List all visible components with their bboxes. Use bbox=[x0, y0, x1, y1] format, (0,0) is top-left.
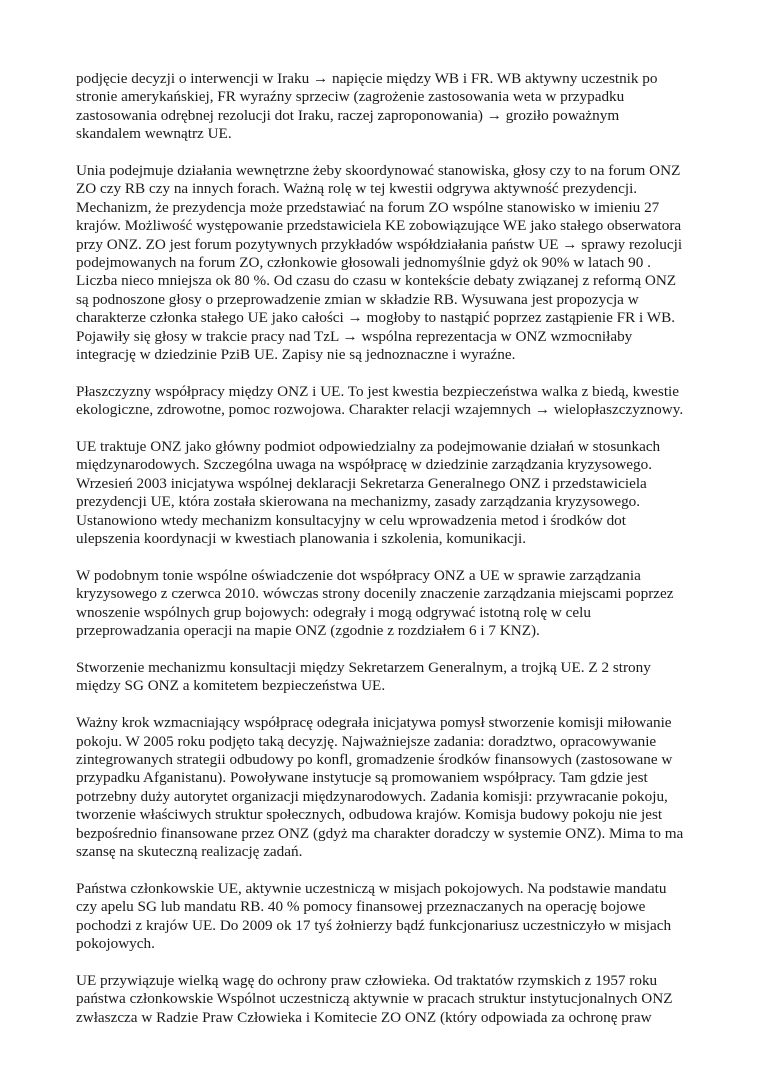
paragraph-consultation-mechanism: Stworzenie mechanizmu konsultacji między Sekretarzem Generalnym, a trojką UE. Z 2 strony między SG ONZ a komitetem bezpieczeństwa UE. bbox=[76, 658, 651, 695]
paragraph-joint-statement-2010: W podobnym tonie wspólne oświadczenie dot współpracy ONZ a UE w sprawie zarządzania kryzysowego z czerwca 2010. wówczas strony docenily znaczenie zarządzania miejscami poprzez wnoszenie wspólnych grup bojowych: odegrały i mogą odgrywać istotną rolę w celu przeprowadzania operacji na mapie ONZ (zgodnie z rozdziałem 6 i 7 KNZ). bbox=[76, 566, 674, 640]
paragraph-eu-coordination: Unia podejmuje działania wewnętrzne żeby skoordynować stanowiska, głosy czy to na forum ONZ ZO czy RB czy na innych forach. Ważną rolę w tej kwestii odgrywa aktywność prezydencji. Mechanizm, że prezydencja może przedstawiać na forum ZO wspólne stanowisko w imieniu 27 krajów. Możliwość występowanie przedstawiciela KE zobowiązujące WE jako stałego obserwatora przy ONZ. ZO jest forum pozytywnych przykładów współdziałania państw UE → sprawy rezolucji podejmowanych na forum ZO, członkowie głosowali jednomyślnie gdyż ok 90% w latach 90 . Liczba nieco mniejsza ok 80 %. Od czasu do czasu w kontekście debaty związanej z reformą ONZ są podnoszone głosy o przeprowadzenie zmian w składzie RB. Wysuwana jest propozycja w charakterze członka stałego UE jako całości → mogłoby to nastąpić poprzez zastąpienie FR i WB. Pojawiły się głosy w trakcie pracy nad TzL → wspólna reprezentacja w ONZ wzmocniłaby integrację w dziedzinie PziB UE. Zapisy nie są jednoznaczne i wyraźne. bbox=[76, 162, 683, 364]
paragraph-iraq-intervention: podjęcie decyzji o interwencji w Iraku → napięcie między WB i FR. WB aktywny uczestnik po stronie amerykańskiej, FR wyraźny sprzeciw (zagrożenie zastosowania weta w przypadku zastosowania odrębnej rezolucji dot Iraku, raczej zaproponowania) → groziło poważnym skandalem wewnątrz UE. bbox=[76, 70, 658, 143]
document-body bbox=[76, 70, 694, 1045]
paragraph-human-rights: UE przywiązuje wielką wagę do ochrony praw człowieka. Od traktatów rzymskich z 1957 roku państwa członkowskie Wspólnot uczestniczą aktywnie w pracach struktur instytucjonalnych ONZ zwłaszcza w Radzie Praw Człowieka i Komitecie ZO ONZ (który odpowiada za ochronę praw bbox=[76, 971, 673, 1026]
paragraph-cooperation-planes: Płaszczyzny współpracy między ONZ i UE. To jest kwestia bezpieczeństwa walka z biedą, kwestie ekologiczne, zdrowotne, pomoc rozwojowa. Charakter relacji wzajemnych → wielopłaszczyznowy. bbox=[76, 382, 684, 419]
paragraph-crisis-management: UE traktuje ONZ jako główny podmiot odpowiedzialny za podejmowanie działań w stosunkach międzynarodowych. Szczególna uwaga na współpracę w dziedzinie zarządzania kryzysowego. Wrzesień 2003 inicjatywa wspólnej deklaracji Sekretarza Generalnego ONZ i przedstawiciela prezydencji UE, która została skierowana na mechanizmy, zasady zarządzania kryzysowego. Ustanowiono wtedy mechanizm konsultacyjny w celu wprowadzenia metod i środków dot ulepszenia koordynacji w kwestiach planowania i szkolenia, komunikacji. bbox=[76, 438, 661, 548]
paragraph-peacebuilding-commission: Ważny krok wzmacniający współpracę odegrała inicjatywa pomysł stworzenie komisji miłowanie pokoju. W 2005 roku podjęto taką decyzję. Najważniejsze zadania: doradztwo, opracowywanie zintegrowanych strategii odbudowy po konfl, gromadzenie środków finansowych (zastosowane w przypadku Afganistanu). Powoływane instytucje są promowaniem współpracy. Tam gdzie jest potrzebny duży autorytet organizacji międzynarodowych. Zadania komisji: przywracanie pokoju, tworzenie właściwych struktur społecznych, odbudowa krajów. Komisja budowy pokoju nie jest bezpośrednio finansowane przez ONZ (gdyż ma charakter doradczy w systemie ONZ). Mima to ma szansę na skuteczną realizację zadań. bbox=[76, 714, 684, 860]
paragraph-peacekeeping-missions: Państwa członkowskie UE, aktywnie uczestniczą w misjach pokojowych. Na podstawie mandatu czy apelu SG lub mandatu RB. 40 % pomocy finansowej przeznaczanych na operację bojowe pochodzi z krajów UE. Do 2009 ok 17 tyś żołnierzy bądź funkcjonariusz uczestniczyło w misjach pokojowych. bbox=[76, 879, 672, 952]
